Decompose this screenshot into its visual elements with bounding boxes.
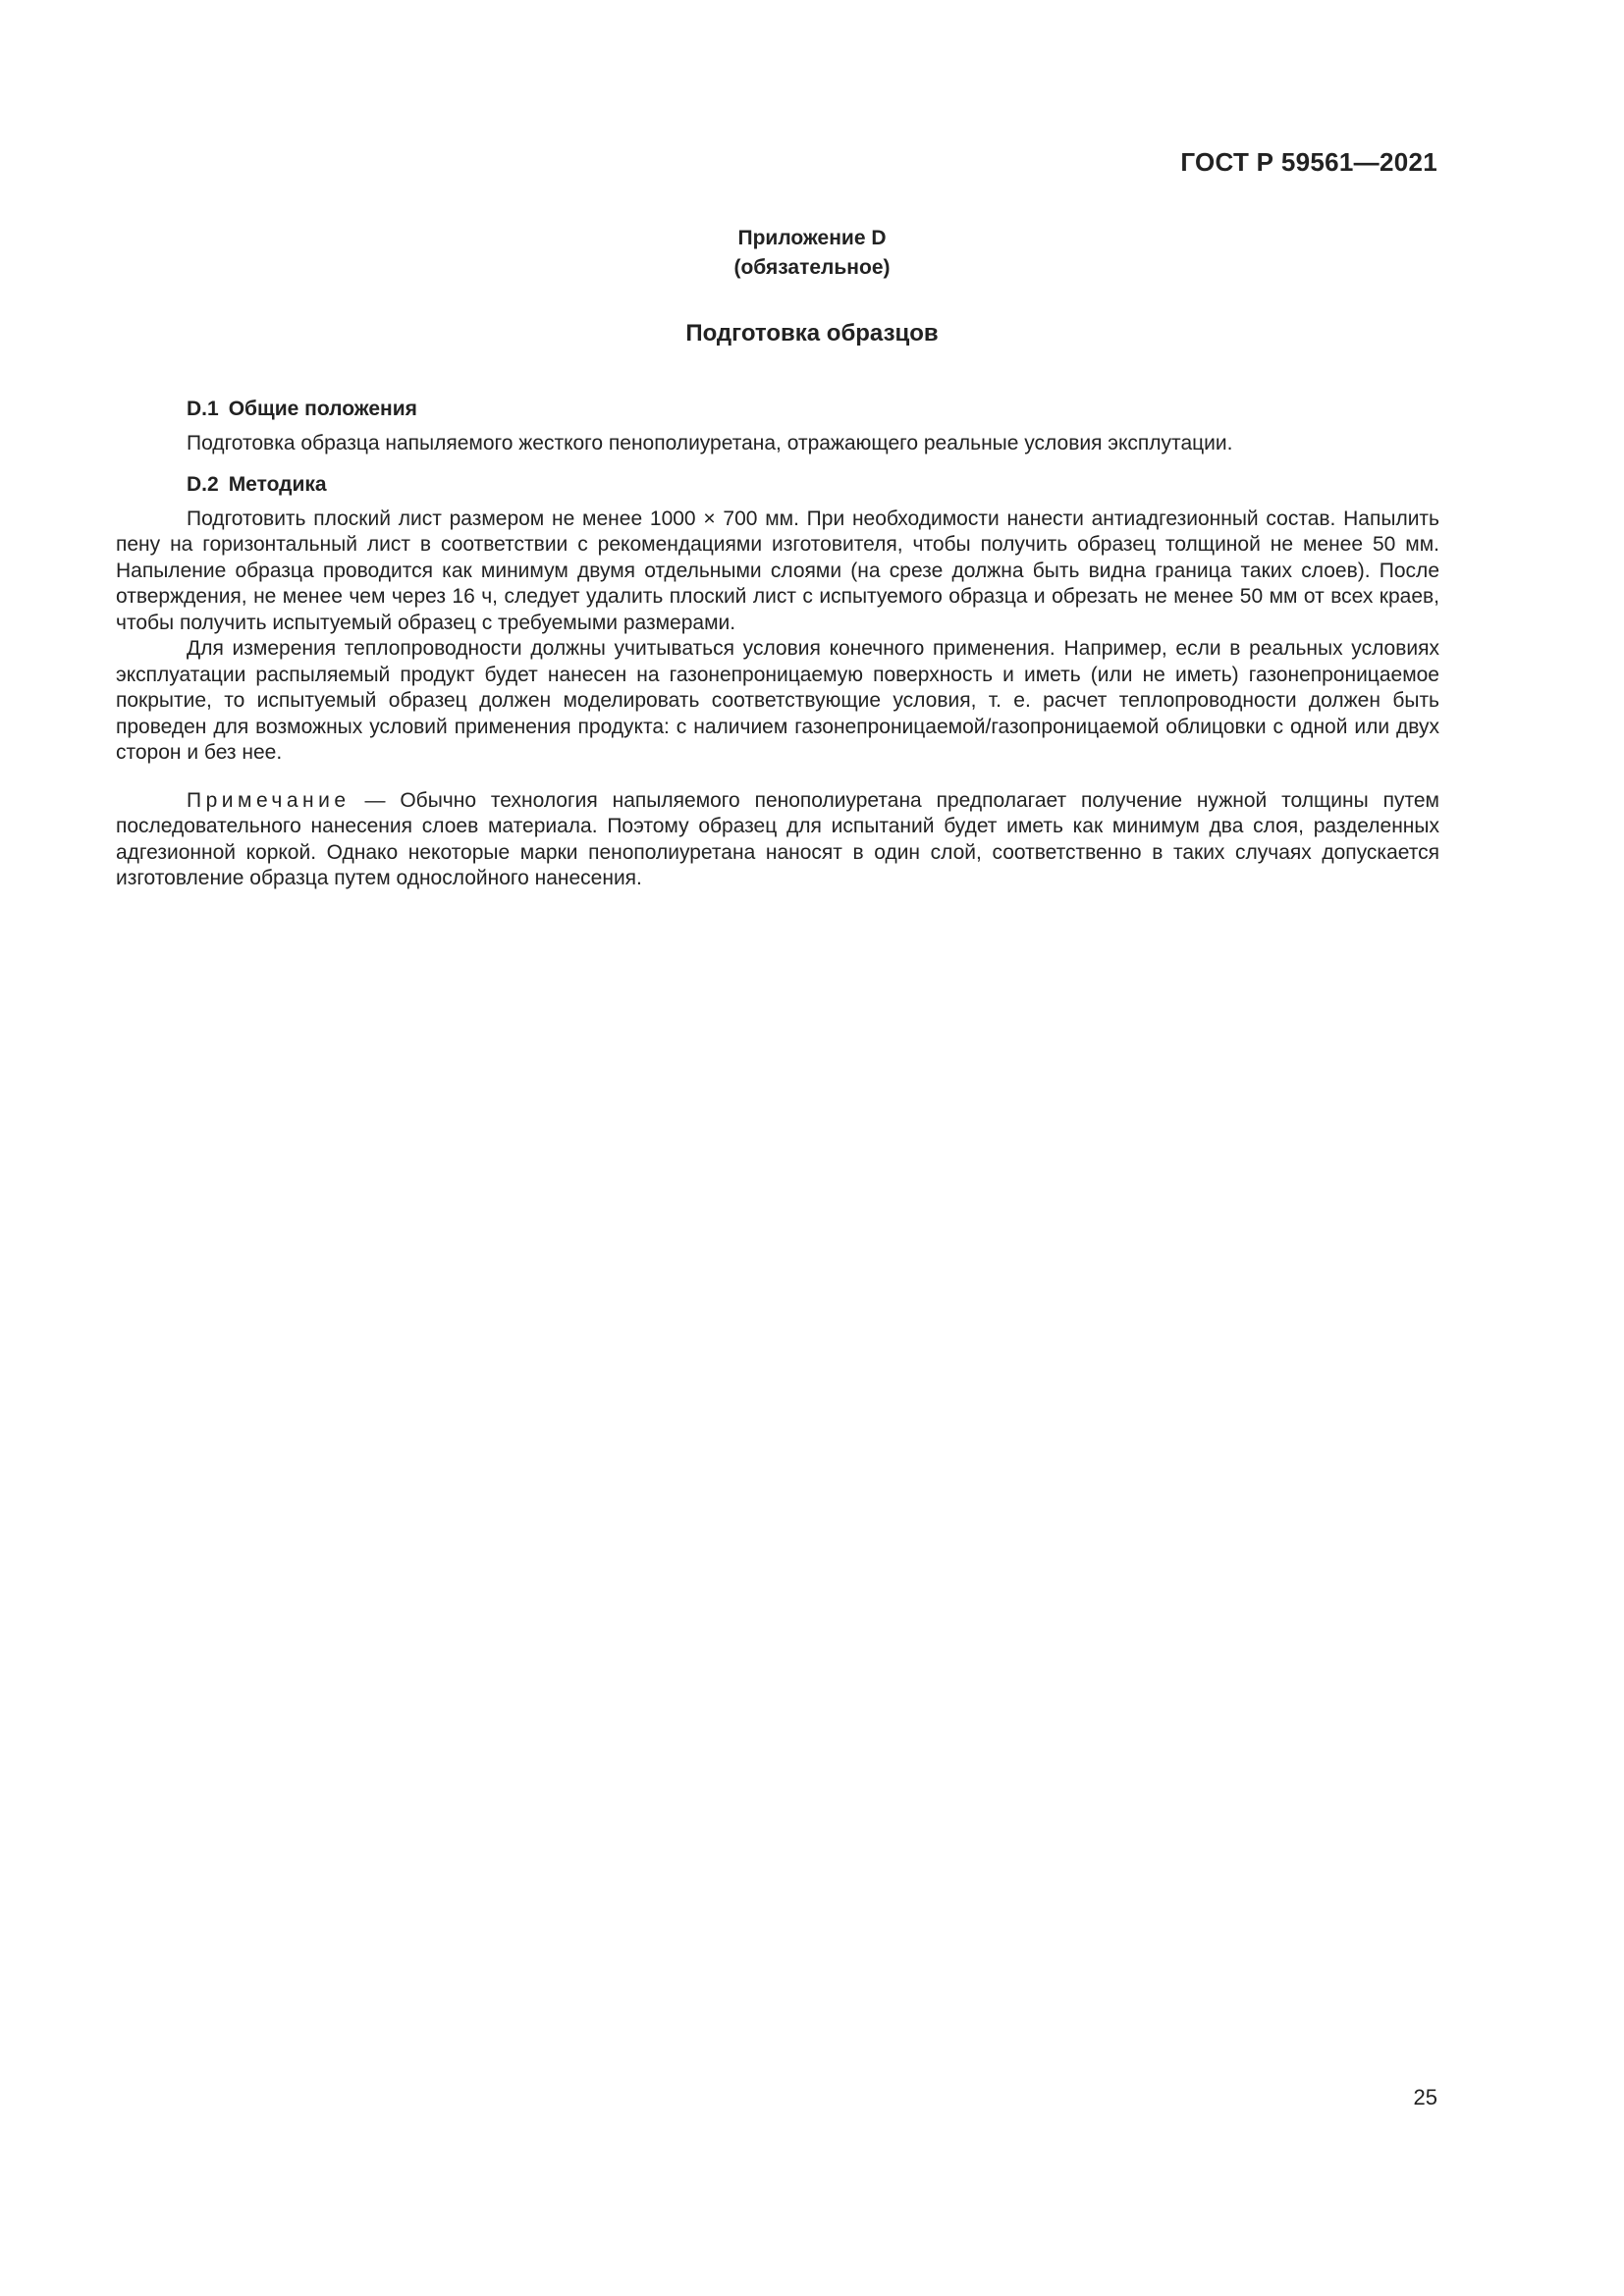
annex-heading <box>0 224 1624 283</box>
page-number: 25 <box>1413 2085 1437 2109</box>
note <box>116 788 1439 892</box>
section-number: D.1 <box>187 398 219 420</box>
document-body <box>116 397 1439 892</box>
paragraph: Подготовка образца напыляемого жесткого пенополиуретана, отражающего реальные условия эксплутации. <box>187 431 1233 454</box>
section-heading-d2 <box>116 472 1439 499</box>
annex-status: (обязательное) <box>733 256 891 279</box>
paragraph: Для измерения теплопроводности должны учитываться условия конечного применения. Например, если в реальных условиях эксплуатации распыляемый продукт будет нанесен на газонепроницаемую поверхность и иметь (или не иметь) газонепроницаемое покрытие, то испытуемый образец должен моделировать соответствующие условия, т. е. расчет теплопроводности должен быть проведен для возможных условий применения продукта: с наличием газонепроницаемой/газопроницаемой облицовки с одной или двух сторон и без нее. <box>116 637 1439 764</box>
section-number: D.2 <box>187 473 219 496</box>
note-text: — Обычно технология напыляемого пенополиуретана предполагает получение нужной толщины путем последовательного нанесения слоев материала. Поэтому образец для испытаний будет иметь как минимум два слоя, разделенных адгезионной коркой. Однако некоторые марки пенополиуретана наносят в один слой, соответственно в таких случаях допускается изготовление образца путем однослойного нанесения. <box>116 788 1439 889</box>
section-title: Общие положения <box>228 398 417 420</box>
section-heading-d1 <box>116 397 1439 423</box>
note-label: Примечание <box>187 788 351 812</box>
paragraph: Подготовить плоский лист размером не менее 1000 × 700 мм. При необходимости нанести антиадгезионный состав. Напылить пену на горизонтальный лист в соответствии с рекомендациями изготовителя, чтобы получить образец толщиной не менее 50 мм. Напыление образца проводится как минимум двумя отдельными слоями (на срезе должна быть видна граница таких слоев). После отверждения, не менее чем через 16 ч, следует удалить плоский лист с испытуемого образца и обрезать не менее 50 мм от всех краев, чтобы получить испытуемый образец с требуемыми размерами. <box>116 507 1439 634</box>
annex-title: Подготовка образцов <box>685 320 939 347</box>
section-title: Методика <box>228 473 327 496</box>
annex-label: Приложение D <box>737 227 887 249</box>
standard-code: ГОСТ Р 59561—2021 <box>1180 147 1437 177</box>
